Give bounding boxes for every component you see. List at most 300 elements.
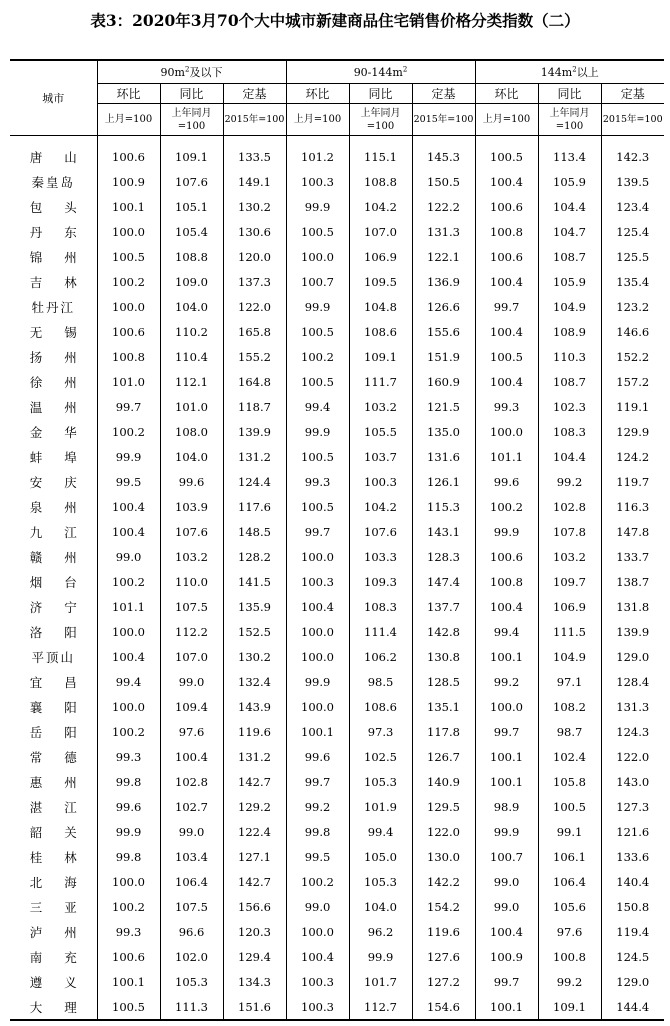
table-row (10, 794, 664, 819)
table-row (10, 819, 664, 844)
city-name: 九江 (29, 524, 99, 540)
index-value-cell: 131.3 (601, 694, 664, 719)
city-name: 岳阳 (29, 724, 99, 740)
index-value-cell: 97.3 (349, 719, 412, 744)
size-group-header (97, 60, 286, 84)
index-value-cell: 100.2 (97, 419, 160, 444)
index-value-cell: 130.6 (223, 219, 286, 244)
index-value-cell: 100.2 (97, 894, 160, 919)
index-value-cell: 100.4 (475, 319, 538, 344)
table-row (10, 694, 664, 719)
table-row (10, 294, 664, 319)
index-value-cell: 102.0 (160, 944, 223, 969)
index-value-cell: 100.5 (475, 344, 538, 369)
city-name-cell (10, 694, 97, 719)
city-name: 桂林 (29, 849, 99, 865)
index-value-cell: 134.3 (223, 969, 286, 994)
index-value-cell: 100.4 (475, 169, 538, 194)
index-value-cell: 104.7 (538, 219, 601, 244)
index-value-cell: 111.7 (349, 369, 412, 394)
index-value-cell: 143.1 (412, 519, 475, 544)
index-value-cell: 100.2 (97, 569, 160, 594)
index-value-cell: 103.2 (160, 544, 223, 569)
index-value-cell: 126.7 (412, 744, 475, 769)
city-name-cell (10, 319, 97, 344)
city-name: 三亚 (29, 899, 99, 915)
index-value-cell: 155.6 (412, 319, 475, 344)
index-value-cell: 99.9 (97, 819, 160, 844)
index-base-header: 上月=100 (286, 104, 349, 136)
city-name-cell (10, 444, 97, 469)
index-value-cell: 96.2 (349, 919, 412, 944)
index-value-cell: 100.4 (475, 594, 538, 619)
index-value-cell: 108.2 (538, 694, 601, 719)
city-name: 唐山 (29, 149, 99, 165)
index-value-cell: 99.2 (475, 669, 538, 694)
index-value-cell: 126.1 (412, 469, 475, 494)
city-name: 无锡 (29, 324, 99, 340)
index-value-cell: 147.8 (601, 519, 664, 544)
index-base-header: 上年同月=100 (538, 104, 601, 136)
city-name-cell (10, 844, 97, 869)
index-value-cell: 104.2 (349, 194, 412, 219)
city-name-cell (10, 969, 97, 994)
index-value-cell: 100.6 (475, 244, 538, 269)
table-header (10, 60, 664, 136)
index-value-cell: 115.1 (349, 136, 412, 170)
index-value-cell: 128.4 (601, 669, 664, 694)
index-value-cell: 99.5 (286, 844, 349, 869)
index-value-cell: 131.2 (223, 744, 286, 769)
index-value-cell: 143.9 (223, 694, 286, 719)
index-value-cell: 137.3 (223, 269, 286, 294)
index-value-cell: 100.8 (538, 944, 601, 969)
index-value-cell: 105.3 (349, 769, 412, 794)
index-value-cell: 102.5 (349, 744, 412, 769)
index-value-cell: 139.9 (223, 419, 286, 444)
index-value-cell: 128.5 (412, 669, 475, 694)
index-value-cell: 139.5 (601, 169, 664, 194)
city-name-cell (10, 469, 97, 494)
city-name: 遵义 (29, 974, 99, 990)
index-value-cell: 99.9 (286, 669, 349, 694)
table-row (10, 419, 664, 444)
index-value-cell: 130.2 (223, 644, 286, 669)
index-value-cell: 100.0 (97, 869, 160, 894)
index-value-cell: 97.6 (160, 719, 223, 744)
index-value-cell: 100.5 (97, 994, 160, 1020)
index-value-cell: 100.6 (97, 136, 160, 170)
city-name-cell (10, 519, 97, 544)
index-value-cell: 111.3 (160, 994, 223, 1020)
index-type-header: 同比 (160, 84, 223, 104)
city-name: 金华 (29, 424, 99, 440)
table-row (10, 519, 664, 544)
city-name: 泸州 (29, 924, 99, 940)
index-type-header: 同比 (538, 84, 601, 104)
index-value-cell: 100.2 (286, 344, 349, 369)
city-name-cell (10, 594, 97, 619)
table-row (10, 194, 664, 219)
index-base-header: 上年同月=100 (160, 104, 223, 136)
index-value-cell: 108.8 (160, 244, 223, 269)
index-type-header: 定基 (601, 84, 664, 104)
city-name-cell (10, 269, 97, 294)
index-value-cell: 122.4 (223, 819, 286, 844)
index-value-cell: 104.0 (349, 894, 412, 919)
index-value-cell: 104.2 (349, 494, 412, 519)
index-value-cell: 99.0 (160, 819, 223, 844)
index-value-cell: 124.5 (601, 944, 664, 969)
index-value-cell: 108.3 (349, 594, 412, 619)
index-value-cell: 99.9 (349, 944, 412, 969)
index-value-cell: 120.3 (223, 919, 286, 944)
index-value-cell: 105.0 (349, 844, 412, 869)
index-value-cell: 99.7 (97, 394, 160, 419)
index-value-cell: 100.6 (475, 544, 538, 569)
index-value-cell: 109.0 (160, 269, 223, 294)
index-value-cell: 133.6 (601, 844, 664, 869)
city-name-cell (10, 369, 97, 394)
index-value-cell: 160.9 (412, 369, 475, 394)
index-value-cell: 124.3 (601, 719, 664, 744)
index-value-cell: 103.2 (538, 544, 601, 569)
index-value-cell: 129.9 (601, 419, 664, 444)
index-value-cell: 100.8 (475, 569, 538, 594)
city-name: 吉林 (29, 274, 99, 290)
city-name: 包头 (29, 199, 99, 215)
index-value-cell: 119.4 (601, 919, 664, 944)
size-group-superscript: 2 (572, 65, 577, 74)
size-group-header (475, 60, 664, 84)
index-value-cell: 100.5 (286, 369, 349, 394)
index-value-cell: 107.6 (160, 169, 223, 194)
index-value-cell: 109.5 (349, 269, 412, 294)
index-value-cell: 108.0 (160, 419, 223, 444)
index-value-cell: 98.7 (538, 719, 601, 744)
index-value-cell: 154.2 (412, 894, 475, 919)
index-value-cell: 108.9 (538, 319, 601, 344)
index-value-cell: 99.6 (286, 744, 349, 769)
index-value-cell: 100.3 (349, 469, 412, 494)
index-value-cell: 110.3 (538, 344, 601, 369)
table-row (10, 619, 664, 644)
index-value-cell: 109.1 (160, 136, 223, 170)
index-value-cell: 129.5 (412, 794, 475, 819)
city-name: 安庆 (29, 474, 99, 490)
index-value-cell: 99.5 (97, 469, 160, 494)
index-value-cell: 100.2 (97, 719, 160, 744)
index-value-cell: 100.6 (97, 319, 160, 344)
index-value-cell: 100.4 (160, 744, 223, 769)
index-value-cell: 101.9 (349, 794, 412, 819)
index-value-cell: 142.2 (412, 869, 475, 894)
index-value-cell: 106.4 (160, 869, 223, 894)
index-value-cell: 99.0 (286, 894, 349, 919)
city-name: 常德 (29, 749, 99, 765)
city-name-cell (10, 944, 97, 969)
index-value-cell: 106.9 (349, 244, 412, 269)
table-body (10, 136, 664, 1021)
index-value-cell: 144.4 (601, 994, 664, 1020)
index-value-cell: 112.1 (160, 369, 223, 394)
index-value-cell: 102.8 (160, 769, 223, 794)
table-row (10, 219, 664, 244)
index-value-cell: 99.7 (286, 769, 349, 794)
city-name-cell (10, 719, 97, 744)
city-name: 惠州 (29, 774, 99, 790)
index-value-cell: 100.0 (286, 694, 349, 719)
index-value-cell: 96.6 (160, 919, 223, 944)
index-value-cell: 98.9 (475, 794, 538, 819)
index-value-cell: 140.4 (601, 869, 664, 894)
index-value-cell: 100.5 (538, 794, 601, 819)
index-value-cell: 101.0 (97, 369, 160, 394)
index-value-cell: 109.7 (538, 569, 601, 594)
size-group-label: 90-144m (353, 65, 403, 79)
index-value-cell: 100.2 (286, 869, 349, 894)
index-value-cell: 133.5 (223, 136, 286, 170)
index-value-cell: 147.4 (412, 569, 475, 594)
table-row (10, 469, 664, 494)
table-row (10, 744, 664, 769)
index-value-cell: 135.9 (223, 594, 286, 619)
index-value-cell: 104.0 (160, 444, 223, 469)
index-value-cell: 100.3 (286, 569, 349, 594)
index-value-cell: 107.0 (349, 219, 412, 244)
index-value-cell: 99.8 (97, 769, 160, 794)
index-value-cell: 99.0 (475, 894, 538, 919)
index-value-cell: 148.5 (223, 519, 286, 544)
index-value-cell: 102.4 (538, 744, 601, 769)
city-name: 牡丹江 (31, 299, 75, 315)
size-group-header (286, 60, 475, 84)
index-value-cell: 112.7 (349, 994, 412, 1020)
index-value-cell: 119.6 (412, 919, 475, 944)
index-value-cell: 137.7 (412, 594, 475, 619)
index-value-cell: 100.9 (97, 169, 160, 194)
index-value-cell: 133.7 (601, 544, 664, 569)
index-value-cell: 122.1 (412, 244, 475, 269)
index-value-cell: 138.7 (601, 569, 664, 594)
index-value-cell: 100.0 (475, 419, 538, 444)
index-value-cell: 99.3 (97, 919, 160, 944)
index-value-cell: 100.1 (97, 194, 160, 219)
index-value-cell: 100.8 (475, 219, 538, 244)
city-name-cell (10, 819, 97, 844)
city-name: 南充 (29, 949, 99, 965)
index-base-header: 上月=100 (97, 104, 160, 136)
table-row (10, 644, 664, 669)
index-value-cell: 105.8 (538, 769, 601, 794)
index-value-cell: 99.9 (97, 444, 160, 469)
city-name: 徐州 (29, 374, 99, 390)
index-value-cell: 100.5 (286, 219, 349, 244)
table-row (10, 594, 664, 619)
table-row (10, 269, 664, 294)
index-value-cell: 107.5 (160, 594, 223, 619)
index-value-cell: 136.9 (412, 269, 475, 294)
index-value-cell: 110.2 (160, 319, 223, 344)
index-value-cell: 100.4 (286, 944, 349, 969)
size-group-suffix: 及以下 (189, 66, 223, 79)
city-name-cell (10, 919, 97, 944)
index-value-cell: 99.6 (475, 469, 538, 494)
index-value-cell: 99.7 (286, 519, 349, 544)
index-value-cell: 100.3 (286, 169, 349, 194)
city-name-cell (10, 544, 97, 569)
index-value-cell: 99.2 (538, 969, 601, 994)
index-value-cell: 101.1 (475, 444, 538, 469)
index-value-cell: 100.0 (286, 919, 349, 944)
index-base-header: 2015年=100 (601, 104, 664, 136)
index-value-cell: 123.4 (601, 194, 664, 219)
table-row (10, 344, 664, 369)
index-base-header: 上月=100 (475, 104, 538, 136)
index-value-cell: 128.3 (412, 544, 475, 569)
city-name-cell (10, 744, 97, 769)
index-value-cell: 108.6 (349, 694, 412, 719)
index-value-cell: 156.6 (223, 894, 286, 919)
city-name: 蚌埠 (29, 449, 99, 465)
size-group-superscript: 2 (402, 64, 408, 73)
index-value-cell: 132.4 (223, 669, 286, 694)
index-value-cell: 104.8 (349, 294, 412, 319)
index-value-cell: 129.2 (223, 794, 286, 819)
index-value-cell: 99.7 (475, 719, 538, 744)
index-value-cell: 107.5 (160, 894, 223, 919)
index-value-cell: 100.0 (286, 544, 349, 569)
index-value-cell: 97.1 (538, 669, 601, 694)
index-value-cell: 100.4 (97, 644, 160, 669)
index-value-cell: 100.5 (475, 136, 538, 170)
city-name-cell (10, 219, 97, 244)
index-value-cell: 100.0 (286, 244, 349, 269)
index-value-cell: 100.4 (475, 919, 538, 944)
index-value-cell: 119.1 (601, 394, 664, 419)
index-value-cell: 117.8 (412, 719, 475, 744)
index-value-cell: 142.8 (412, 619, 475, 644)
city-name-cell (10, 244, 97, 269)
table-row (10, 136, 664, 170)
city-name-cell (10, 136, 97, 170)
index-value-cell: 154.6 (412, 994, 475, 1020)
index-value-cell: 164.8 (223, 369, 286, 394)
city-name-cell (10, 619, 97, 644)
table-row (10, 944, 664, 969)
index-value-cell: 121.5 (412, 394, 475, 419)
city-name: 赣州 (29, 549, 99, 565)
index-value-cell: 157.2 (601, 369, 664, 394)
table-row (10, 494, 664, 519)
index-value-cell: 145.3 (412, 136, 475, 170)
index-value-cell: 139.9 (601, 619, 664, 644)
index-value-cell: 99.8 (286, 819, 349, 844)
index-type-header: 环比 (97, 84, 160, 104)
index-value-cell: 127.2 (412, 969, 475, 994)
table-row (10, 719, 664, 744)
index-value-cell: 149.1 (223, 169, 286, 194)
index-base-header: 2015年=100 (412, 104, 475, 136)
index-value-cell: 109.4 (160, 694, 223, 719)
index-value-cell: 116.3 (601, 494, 664, 519)
index-value-cell: 100.6 (97, 944, 160, 969)
city-name-cell (10, 669, 97, 694)
index-value-cell: 112.2 (160, 619, 223, 644)
table-row (10, 544, 664, 569)
index-value-cell: 104.9 (538, 644, 601, 669)
index-value-cell: 108.7 (538, 369, 601, 394)
index-base-header: 上年同月=100 (349, 104, 412, 136)
index-value-cell: 118.7 (223, 394, 286, 419)
size-group-label: 144m (540, 66, 573, 79)
index-value-cell: 100.5 (286, 444, 349, 469)
index-value-cell: 103.2 (349, 394, 412, 419)
index-value-cell: 105.4 (160, 219, 223, 244)
index-value-cell: 135.4 (601, 269, 664, 294)
index-value-cell: 99.4 (286, 394, 349, 419)
index-value-cell: 100.0 (97, 694, 160, 719)
table-row (10, 894, 664, 919)
table-row (10, 169, 664, 194)
city-name: 丹东 (29, 224, 99, 240)
index-value-cell: 130.2 (223, 194, 286, 219)
city-name: 襄阳 (29, 699, 99, 715)
index-value-cell: 125.4 (601, 219, 664, 244)
index-value-cell: 100.4 (97, 519, 160, 544)
index-value-cell: 143.0 (601, 769, 664, 794)
table-row (10, 319, 664, 344)
index-value-cell: 100.1 (475, 644, 538, 669)
index-value-cell: 105.9 (538, 269, 601, 294)
table-row (10, 244, 664, 269)
index-value-cell: 100.3 (286, 994, 349, 1020)
index-value-cell: 124.2 (601, 444, 664, 469)
table-title: 表3：2020年3月70个大中城市新建商品住宅销售价格分类指数（二） (90, 11, 580, 30)
index-value-cell: 100.4 (475, 269, 538, 294)
index-value-cell: 120.0 (223, 244, 286, 269)
index-value-cell: 131.8 (601, 594, 664, 619)
index-value-cell: 107.6 (349, 519, 412, 544)
index-value-cell: 135.0 (412, 419, 475, 444)
index-value-cell: 107.8 (538, 519, 601, 544)
index-value-cell: 105.9 (538, 169, 601, 194)
city-name: 秦皇岛 (31, 174, 75, 190)
size-group-suffix: 以上 (576, 66, 599, 79)
city-name-cell (10, 169, 97, 194)
index-value-cell: 151.6 (223, 994, 286, 1020)
index-value-cell: 100.0 (97, 294, 160, 319)
index-value-cell: 122.0 (223, 294, 286, 319)
table-row (10, 444, 664, 469)
city-name-cell (10, 894, 97, 919)
index-value-cell: 99.6 (97, 794, 160, 819)
index-value-cell: 122.0 (601, 744, 664, 769)
index-value-cell: 128.2 (223, 544, 286, 569)
index-value-cell: 108.3 (538, 419, 601, 444)
index-value-cell: 142.7 (223, 769, 286, 794)
index-value-cell: 100.5 (97, 244, 160, 269)
city-name: 宜昌 (29, 674, 99, 690)
city-name: 洛阳 (29, 624, 99, 640)
index-value-cell: 99.4 (475, 619, 538, 644)
index-type-header: 环比 (286, 84, 349, 104)
table-row (10, 569, 664, 594)
city-name-cell (10, 294, 97, 319)
index-value-cell: 119.7 (601, 469, 664, 494)
index-value-cell: 142.7 (223, 869, 286, 894)
index-value-cell: 100.1 (97, 969, 160, 994)
